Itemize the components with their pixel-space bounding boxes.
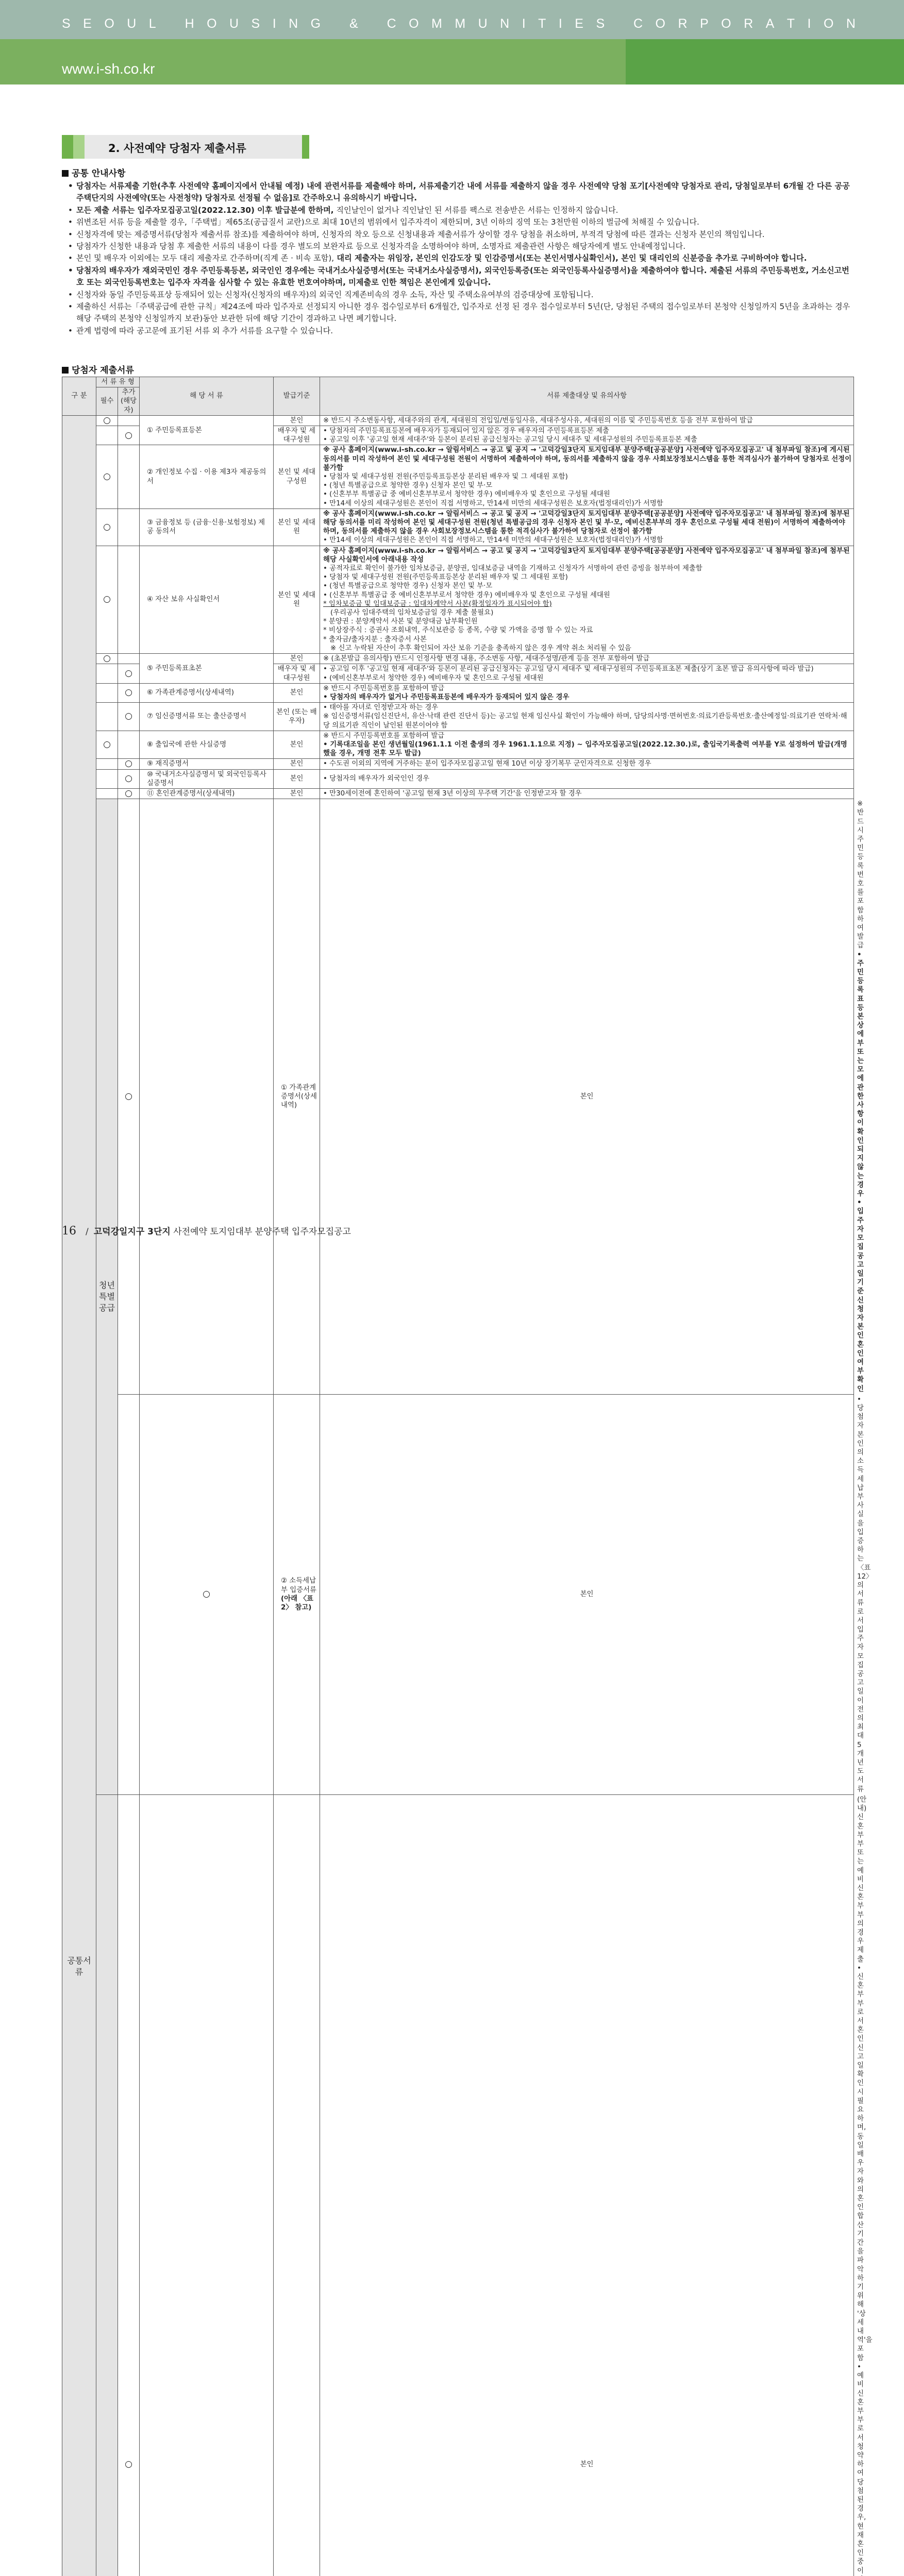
header-top-band (0, 0, 904, 39)
required-mark: ○ (96, 731, 118, 759)
org-letter: T (538, 16, 546, 31)
basis: 본인 및 세대원 (274, 509, 320, 546)
doc-name: ⑨ 재직증명서 (140, 759, 274, 769)
required-mark: ○ (118, 1794, 140, 2576)
optional-mark: ○ (118, 769, 140, 788)
org-letter: S (596, 16, 605, 31)
optional-mark: ○ (118, 664, 140, 683)
org-letter: S (251, 16, 260, 31)
documents-table: 구 분 서 류 유 형 해 당 서 류 발급기준 서류 제출대상 및 유의사항 필수 추가 (해당자) 공통서류 ○ ① 주민등록표등본 본인 ※ 반드시 주소변동사항, 세대주와의 관계, 세대원의 전입일/변동일사유, 세대주성사유, 세대원의 이름 및 주민등록번호 등을 전부 포함하여 발급 ○ 배우자 및 세대구성원 • 당첨자의 주민등록표등본에 배우자가 등재되어 있지 않은 경우 배우자의 주민등록표등본 제출 • 공고일 이후 '공고일 현재 세대주'와 등본이 분리된 공급신청자는 공고일 당시 세대주 및 세대구성원의 주민등록표등본 제출 ○ ② 개인정보 수집 · 이용 제3자 제공동의서 본인 및 세대구성원 ※ 공사 홈페이지(www.i-sh.co.kr → 알림서비스 → 공고 및 공지 → '고덕강일3단지 토지임대부 분양주택[공공분양] 사전예약 입주자모집공고' 내 첨부파일 참조)에 게시된 동의서를 미리 작성하여 본인 및 세대구성원 전원이 서명하여 제출하여야 하며, 동의서를 제출하지 않을 경우 사회보장정보시스템을 통한 적격심사가 불가하여 당첨자로 선정이 불가함 • 당첨자 및 세대구성원 전원(주민등록표등본상 분리된 배우자 및 그 세대원 포함) • (청년 특별공급으로 청약한 경우) 신청자 본인 및 부·모 • (신혼부부 특별공급 중 예비신혼부부로서 청약한 경우) 예비배우자 및 혼인으로 구성될 세대원 • 만14세 이상의 세대구성원은 본인이 직접 서명하고, 만14세 미만의 세대구성원은 보호자(법정대리인)가 서명함 ○ ③ 금융정보 등 (금융·신용·보험정보) 제공 동의서 본인 및 세대원 ※ 공사 홈페이지(www.i-sh.co.kr → 알림서비스 → 공고 및 공지 → '고덕강일3단지 토지임대부 분양주택[공공분양] 사전예약 입주자모집공고' 내 첨부파일 참조)에 첨부된 해당 동의서를 미리 작성하여 본인 및 세대구성원 전원(청년 특별공급의 경우 신청자 본인 및 부·모, 예비신혼부부의 경우 혼인으로 구성될 세대 전원)이 서명하여 제출하여야 하며, 동의서를 제출하지 않을 경우 사회보장정보시스템을 통한 적격심사가 불가하여 당첨자로 선정이 불가함 • 만14세 이상의 세대구성원은 본인이 직접 서명하고, 만14세 미만의 세대구성원은 보호자(법정대리인)가 서명함 ○ ④ 자산 보유 사실확인서 본인 및 세대원 ※ 공사 홈페이지(www.i-sh.co.kr → 알림서비스 → 공고 및 공지 → '고덕강일3단지 토지임대부 분양주택[공공분양] 사전예약 입주자모집공고' 내 첨부파일 참조)에 첨부된 해당 사실확인서에 아래내용 작성 • 공적자료로 확인이 불가한 임차보증금, 분양권, 임대보증금 내역을 기재하고 신청자가 서명하여 관련 증빙을 첨부하여 제출함 • 당첨자 및 세대구성원 전원(주민등록표등본상 분리된 배우자 및 그 세대원 포함) • (청년 특별공급으로 청약한 경우) 신청자 본인 및 부·모 • (신혼부부 특별공급 중 예비신혼부부로서 청약한 경우) 예비배우자 및 혼인으로 구성될 세대원 * 임차보증금 및 임대보증금 : 임대차계약서 사본(확정일자가 표시되어야 함) (우리공사 임대주택의 임차보증금일 경우 제출 불필요) * 분양권 : 분양계약서 사본 및 분양대금 납부확인원 * 비상장주식 : 증권사 조회내역, 주식보관증 등 종목, 수량 및 가액을 증명 할 수 있는 자료 * 출자금/출자지분 : 출자증서 사본 ※ 신고 누락된 자산이 추후 확인되어 자산 보유 기준을 충족하지 않은 경우 계약 취소 처리될 수 있음 ○ ⑤ 주민등록표초본 본인 ※ (초본발급 유의사항) 반드시 인정사항 변경 내용, 주소변동 사항, 세대주성명/관계 등을 전부 포함하여 발급 ○ 배우자 및 세대구성원 • 공고일 이후 '공고일 현재 세대주'와 등본이 분리된 공급신청자는 공고일 당시 세대주 및 세대구성원의 주민등록표초본 제출(상기 초본 발급 유의사항에 따라 발급) • (예비신혼부부로서 청약한 경우) 예비배우자 및 혼인으로 구성될 세대원 ○ ⑥ 가족관계증명서(상세내역) 본인 ※ 반드시 주민등록번호를 포함하여 발급 • 당첨자의 배우자가 없거나 주민등록표등본에 배우자가 등재되어 있지 않은 경우 ○ ⑦ 임신증명서류 또는 출산증명서 본인 (또는 배우자) • 태아를 자녀로 인정받고자 하는 경우 ※ 임신증명서류(임신진단서, 유산·낙태 관련 진단서 등)는 공고일 현재 임신사실 확인이 가능해야 하며, 담당의사명·면허번호·의료기관등록번호·출산예정일·의료기관 연락처·해당 의료기관 직인이 날인된 원본이어야 함 ○ ⑧ 출입국에 관한 사실증명 본인 ※ 반드시 주민등록번호를 포함하여 발급 • 기록대조일을 본인 생년월일(1961.1.1 이전 출생의 경우 1961.1.1으로 지정) ~ 입주자모집공고일(2022.12.30.)로, 출입국기록출력 여부를 Y로 설정하여 발급(개명했을 경우, 개명 전후 모두 발급) ○ ⑨ 재직증명서 본인 • 수도권 이외의 지역에 거주하는 분이 입주자모집공고일 현재 10년 이상 장기복무 군인자격으로 신청한 경우 ○ ⑩ 국내거소사실증명서 및 외국인등록사실증명서 본인 • 당첨자의 배우자가 외국인인 경우 ○ ⑪ 혼인관계증명서(상세내역) 본인 • 만30세이전에 혼인하여 '공고일 현재 3년 이상의 무주택 기간'을 인정받고자 할 경우 청년특별공급 ○ ① 가족관계증명서(상세내역) 본인 ※ 반드시 주민등록번호를 포함하여 발급 • 주민등록표등본상에 부 또는 모에 관한 사항이 확인되지 않는 경우 • 입주자모집공고일 기준 신청자 본인 혼인여부 확인 ○ ② 소득세납부 입증서류 (아래 〈표2〉 참고) 본인 • 당첨자 본인의 소득세 납부사실을 입증하는 〈표12〉의 서류로서 입주자모집공고일 이전의 최대 5개년도 서류 ○ 본인 (안내) 신혼부부 또는 예비신혼부부의 경우 제출 • 신혼부부로서 혼인신고일 확인 시 필요하며, 동일 배우자와의 혼인합산기간을 파악하기 위해 '상세 내역'을 포함 • 예비신혼부부로서 청약하여 당첨된 경우, 현재 혼인 중이 (62, 377, 854, 2576)
doc-note: ※ (초본발급 유의사항) 반드시 인정사항 변경 내용, 주소변동 사항, 세대주성명/관계 등을 전부 포함하여 발급 (320, 654, 854, 664)
doc-name (274, 1794, 320, 2576)
basis: 본인 (274, 788, 320, 799)
org-letter: O (207, 16, 217, 31)
org-letter: E (83, 16, 92, 31)
doc-note: ※ 반드시 주민등록번호를 포함하여 발급 • 당첨자의 배우자가 없거나 주민등록표등본에 배우자가 등재되어 있지 않은 경우 (320, 683, 854, 702)
doc-note: • 만30세이전에 혼인하여 '공고일 현재 3년 이상의 무주택 기간'을 인정받고자 할 경우 (320, 788, 854, 799)
doc-note: ※ 반드시 주소변동사항, 세대주와의 관계, 세대원의 전입일/변동일사유, 세대주성사유, 세대원의 이름 및 주민등록번호 등을 전부 포함하여 발급 (320, 415, 854, 426)
notice-item: • 모든 제출 서류는 입주자모집공고일(2022.12.30) 이후 발급분에 한하며, 직인날인이 없거나 직인날인 된 서류를 팩스로 전송받은 서류는 인정하지 않습니다. (68, 205, 851, 216)
col-header-required: 필수 (96, 387, 118, 416)
org-letter: N (289, 16, 298, 31)
doc-note: ※ 공사 홈페이지(www.i-sh.co.kr → 알림서비스 → 공고 및 공지 → '고덕강일3단지 토지임대부 분양주택[공공분양] 사전예약 입주자모집공고' 내 첨부파일 참조)에 첨부된 해당 사실확인서에 아래내용 작성 • 공적자료로 확인이 불가한 임차보증금, 분양권, 임대보증금 내역을 기재하고 신청자가 서명하여 관련 증빙을 첨부하여 제출함 • 당첨자 및 세대구성원 전원(주민등록표등본상 분리된 배우자 및 그 세대원 포함) • (청년 특별공급으로 청약한 경우) 신청자 본인 및 부·모 • (신혼부부 특별공급 중 예비신혼부부로서 청약한 경우) 예비배우자 및 혼인으로 구성될 세대원 * 임차보증금 및 임대보증금 : 임대차계약서 사본(확정일자가 표시되어야 함) (우리공사 임대주택의 임차보증금일 경우 제출 불필요) * 분양권 : 분양계약서 사본 및 분양대금 납부확인원 * 비상장주식 : 증권사 조회내역, 주식보관증 등 종목, 수량 및 가액을 증명 할 수 있는 자료 * 출자금/출자지분 : 출자증서 사본 ※ 신고 누락된 자산이 추후 확인되어 자산 보유 기준을 충족하지 않은 경우 계약 취소 처리될 수 있음 (320, 546, 854, 653)
doc-name: ② 개인정보 수집 · 이용 제3자 제공동의서 (140, 445, 274, 509)
group-common: 공통서류 (62, 415, 96, 2576)
org-letter: R (744, 16, 754, 31)
required-mark: ○ (118, 799, 140, 1395)
doc-note: ※ 공사 홈페이지(www.i-sh.co.kr → 알림서비스 → 공고 및 공지 → '고덕강일3단지 토지임대부 분양주택[공공분양] 사전예약 입주자모집공고' 내 첨부파일 참조)에 첨부된 해당 동의서를 미리 작성하여 본인 및 세대구성원 전원(청년 특별공급의 경우 신청자 본인 및 부·모, 예비신혼부부의 경우 혼인으로 구성될 세대 전원)이 서명하여 제출하여야 하며, 동의서를 제출하지 않을 경우 사회보장정보시스템을 통한 적격심사가 불가하여 당첨자로 선정이 불가함 • 만14세 이상의 세대구성원은 본인이 직접 서명하고, 만14세 미만의 세대구성원은 보호자(법정대리인)가 서명함 (320, 509, 854, 546)
org-letter: H (185, 16, 194, 31)
org-letter: S (62, 16, 71, 31)
org-letter (617, 16, 621, 31)
basis: 본인 (320, 1394, 854, 1794)
common-notices (68, 180, 851, 337)
doc-name: ④ 자산 보유 사실확인서 (140, 546, 274, 653)
org-letter: R (678, 16, 688, 31)
notice-item: • 당첨자는 서류제출 기한(추후 사전예약 홈페이지에서 안내될 예정) 내에 관련서류를 제출해야 하며, 서류제출기간 내에 서류를 제출하지 않을 경우 사전예약 당첨 포기[사전예약 당첨자로 관리, 당첨일로부터 6개월 간 다른 공공주택단지의 사전예약(또는 사전청약) 당첨자로 선정될 수 없음]로 간주하오니 유의하시기 바랍니다. (68, 180, 851, 205)
basis: 배우자 및 세대구성원 (274, 664, 320, 683)
org-letter: O (823, 16, 834, 31)
doc-note: • 공고일 이후 '공고일 현재 세대주'와 등본이 분리된 공급신청자는 공고일 당시 세대주 및 세대구성원의 주민등록표초본 제출(상기 초본 발급 유의사항에 따라 발급) • (예비신혼부부로서 청약한 경우) 예비배우자 및 혼인으로 구성될 세대원 (320, 664, 854, 683)
notice-item: • 당첨자가 신청한 내용과 당첨 후 제출한 서류의 내용이 다를 경우 별도의 보완자료 등으로 신청자격을 소명하여야 하며, 소명자료 제출관련 사항은 해당자에게 별도 안내예정입니다. (68, 241, 851, 252)
group-youth: 청년특별공급 (96, 799, 118, 1795)
basis: 본인 (또는 배우자) (274, 703, 320, 731)
required-mark: ○ (96, 415, 118, 426)
org-letter: P (700, 16, 709, 31)
group-newlywed (96, 1794, 118, 2576)
org-letter: U (478, 16, 488, 31)
org-letter: O (655, 16, 665, 31)
doc-name: ⑩ 국내거소사실증명서 및 외국인등록사실증명서 (140, 769, 274, 788)
site-url[interactable]: www.i-sh.co.kr (62, 61, 155, 77)
doc-name: ③ 금융정보 등 (금융·신용·보험정보) 제공 동의서 (140, 509, 274, 546)
doc-note: ※ 반드시 주민등록번호를 포함하여 발급 • 기록대조일을 본인 생년월일(1961.1.1 이전 출생의 경우 1961.1.1으로 지정) ~ 입주자모집공고일(2022.12.30.)로, 출입국기록출력 여부를 Y로 설정하여 발급(개명했을 경우, 개명 전후 모두 발급) (320, 731, 854, 759)
org-letter: L (148, 16, 156, 31)
basis: 본인 및 세대원 (274, 546, 320, 653)
basis: 배우자 및 세대구성원 (274, 426, 320, 445)
doc-name: ① 주민등록표등본 (140, 415, 274, 445)
optional-mark: ○ (118, 426, 140, 445)
page-number: 16 (62, 1225, 76, 1238)
org-letter: C (633, 16, 643, 31)
col-header-basis: 발급기준 (274, 377, 320, 416)
footer-title-bold: 고덕강일지구 3단지 (93, 1227, 171, 1237)
doc-note: ※ 공사 홈페이지(www.i-sh.co.kr → 알림서비스 → 공고 및 공지 → '고덕강일3단지 토지임대부 분양주택[공공분양] 사전예약 입주자모집공고' 내 첨부파일 참조)에 게시된 동의서를 미리 작성하여 본인 및 세대구성원 전원이 서명하여 제출하여야 하며, 동의서를 제출하지 않을 경우 사회보장정보시스템을 통한 적격심사가 불가하여 당첨자로 선정이 불가함 • 당첨자 및 세대구성원 전원(주민등록표등본상 분리된 배우자 및 그 세대원 포함) • (청년 특별공급으로 청약한 경우) 신청자 본인 및 부·모 • (신혼부부 특별공급 중 예비신혼부부로서 청약한 경우) 예비배우자 및 혼인으로 구성될 세대원 • 만14세 이상의 세대구성원은 본인이 직접 서명하고, 만14세 미만의 세대구성원은 보호자(법정대리인)가 서명함 (320, 445, 854, 509)
common-heading: 공통 안내사항 (62, 166, 125, 179)
doc-name: ⑤ 주민등록표초본 (140, 654, 274, 684)
required-mark: ○ (96, 509, 118, 546)
org-letter: G (310, 16, 321, 31)
optional-mark: ○ (118, 788, 140, 799)
org-letter (333, 16, 337, 31)
org-letter: & (349, 16, 358, 31)
notice-item: • 당첨자의 배우자가 재외국민인 경우 주민등록등본, 외국인인 경우에는 국내거소사실증명서(또는 국내거소사실증명서), 외국인등록증(또는 외국인등록사실증명서)을 제출하여야 합니다. 제출된 서류의 주민등록번호, 거소신고번호 또는 외국인등록번호는 입주자 자격을 심사할 수 있는 유효한 번호여야하며, 미제출로 인한 책임은 본인에게 있습니다. (68, 265, 851, 289)
basis: 본인 (320, 799, 854, 1395)
org-name (62, 16, 856, 31)
doc-name: ⑧ 출입국에 관한 사실증명 (140, 731, 274, 759)
org-letter: I (558, 16, 562, 31)
header-url-band (0, 39, 904, 84)
required-mark: ○ (96, 654, 118, 664)
org-letter: N (846, 16, 856, 31)
doc-note: • 수도권 이외의 지역에 거주하는 분이 입주자모집공고일 현재 10년 이상 장기복무 군인자격으로 신청한 경우 (320, 759, 854, 769)
notice-item: • 위변조된 서류 등을 제출할 경우,「주택법」제65조(공급질서 교란)으로 최대 10년의 범위에서 입주자격이 제한되며, 3년 이하의 징역 또는 3천만원 이하의 벌금에 처해질 수 있습니다. (68, 216, 851, 228)
basis: 본인 (274, 654, 320, 664)
notice-item: • 제출하신 서류는「주택공급에 관한 규칙」제24조에 따라 입주자로 선정되지 아니한 경우 접수일로부터 6개월간, 입주자로 선정 된 경우 접수일로부터 5년(단, 당첨된 주택의 접수일로부터 본청약 신청일까지 5년을 초과하는 경우 해당 주택의 본청약 신청일까지 보관)동안 보관한 뒤에 해당 기간이 경과하고 나면 폐기합니다. (68, 301, 851, 325)
section-title (62, 135, 309, 159)
doc-note: • 태아를 자녀로 인정받고자 하는 경우 ※ 임신증명서류(임신진단서, 유산·낙태 관련 진단서 등)는 공고일 현재 임신사실 확인이 가능해야 하며, 담당의사명·면허번호·의료기관등록번호·출산예정일·의료기관 연락처·해당 의료기관 직인이 날인된 원본이어야 함 (320, 703, 854, 731)
org-letter: I (807, 16, 811, 31)
optional-mark: ○ (118, 683, 140, 702)
header-accent (626, 39, 904, 84)
org-letter: C (387, 16, 396, 31)
org-letter: E (575, 16, 583, 31)
doc-name: ⑦ 임신증명서류 또는 출산증명서 (140, 703, 274, 731)
notice-item: • 신청자격에 맞는 제증명서류(당첨자 제출서류 참조)를 제출하여야 하며, 신청자의 착오 등으로 신청내용과 제출서류가 상이할 경우 당첨을 취소하며, 부적격 당첨에 따른 결과는 신청자 본인의 책임입니다. (68, 229, 851, 241)
optional-mark: ○ (140, 1394, 274, 1794)
org-letter: T (786, 16, 795, 31)
basis: 본인 (320, 1794, 854, 2576)
optional-mark: ○ (118, 703, 140, 731)
org-letter: O (104, 16, 114, 31)
doc-note: • 당첨자의 배우자가 외국인인 경우 (320, 769, 854, 788)
org-letter (371, 16, 374, 31)
notice-item: • 본인 및 배우자 이외에는 모두 대리 제출자로 간주하며(직계 존 · 비속 포함), 대리 제출자는 위임장, 본인의 인감도장 및 인감증명서(또는 본인서명사실확인서), 본인 및 대리인의 신분증을 추가로 구비하여야 합니다. (68, 252, 851, 264)
col-header-notes: 서류 제출대상 및 유의사항 (320, 377, 854, 416)
col-header-doc: 해 당 서 류 (140, 377, 274, 416)
org-letter: O (409, 16, 419, 31)
page-footer: 16 / 고덕강일지구 3단지 사전예약 토지임대부 분양주택 입주자모집공고 (62, 1225, 351, 1238)
doc-name: ⑪ 혼인관계증명서(상세내역) (140, 788, 274, 799)
basis: 본인 (274, 415, 320, 426)
col-header-category: 구 분 (62, 377, 96, 416)
notice-item: • 관계 법령에 따라 공고문에 표기된 서류 외 추가 서류를 요구할 수 있습니다. (68, 325, 851, 337)
basis: 본인 및 세대구성원 (274, 445, 320, 509)
doc-name: ⑥ 가족관계증명서(상세내역) (140, 683, 274, 702)
basis: 본인 (274, 731, 320, 759)
optional-mark: ○ (118, 759, 140, 769)
table-heading: 당첨자 제출서류 (62, 363, 134, 376)
org-letter: A (765, 16, 775, 31)
basis: 본인 (274, 759, 320, 769)
org-letter: U (229, 16, 239, 31)
section-title-text: 2. 사전예약 당첨자 제출서류 (108, 142, 246, 155)
org-letter: U (127, 16, 137, 31)
required-mark: ○ (96, 445, 118, 509)
footer-title: 사전예약 토지임대부 분양주택 입주자모집공고 (170, 1227, 351, 1237)
org-letter: M (455, 16, 466, 31)
org-letter: N (500, 16, 510, 31)
org-letter (169, 16, 172, 31)
col-header-type: 서 류 유 형 (96, 377, 140, 387)
org-letter: I (272, 16, 276, 31)
doc-name: ② 소득세납부 입증서류 (아래 〈표2〉 참고) (274, 1394, 320, 1794)
basis: 본인 (274, 683, 320, 702)
col-header-optional: 추가 (해당자) (118, 387, 140, 416)
org-letter: O (721, 16, 731, 31)
org-letter: I (522, 16, 526, 31)
notice-item: • 신청자와 동일 주민등록표상 등재되어 있는 신청자(신청자의 배우자)의 외국인 직계존비속의 경우 소득, 자산 및 주택소유여부의 검증대상에 포함됩니다. (68, 289, 851, 301)
doc-name: ① 가족관계증명서(상세내역) (274, 799, 320, 1395)
basis: 본인 (274, 769, 320, 788)
doc-note: • 당첨자의 주민등록표등본에 배우자가 등재되어 있지 않은 경우 배우자의 주민등록표등본 제출 • 공고일 이후 '공고일 현재 세대주'와 등본이 분리된 공급신청자는 공고일 당시 세대주 및 세대구성원의 주민등록표등본 제출 (320, 426, 854, 445)
org-letter: M (431, 16, 442, 31)
required-mark: ○ (96, 546, 118, 653)
